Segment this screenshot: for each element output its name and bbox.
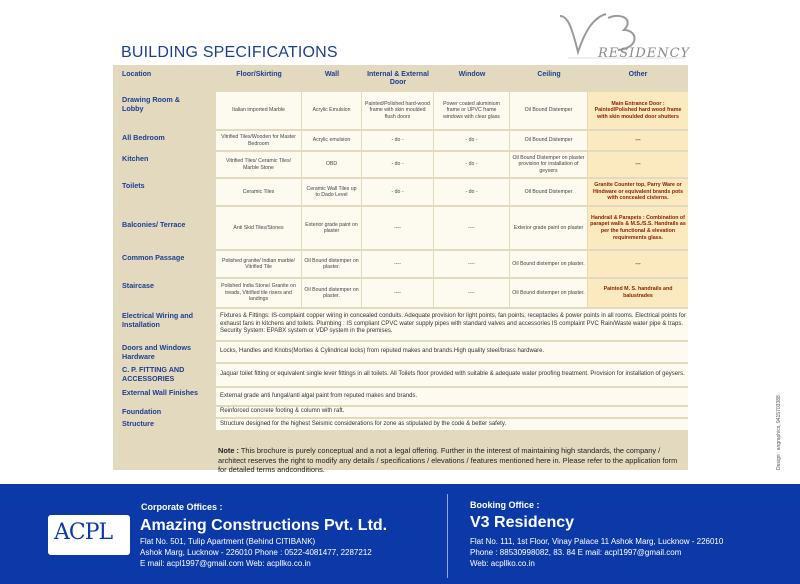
wall-cell: Acrylic emulsion [302, 131, 361, 150]
door-cell: - do - [362, 131, 433, 150]
row-label: All Bedroom [122, 133, 165, 142]
wall-cell: Oil Bound distemper on plaster. [302, 279, 361, 307]
table-row [113, 250, 688, 278]
table-row [113, 418, 688, 431]
other-cell: Granite Counter top, Parry Ware or Hindware or equivalent brands pots with concealed cisterns. [588, 179, 688, 205]
table-row [113, 206, 688, 250]
other-cell: Handrail & Parapets : Combination of parapet walls & M.S./S.S. Handrails as per the functional & elevation requirements glass. [588, 207, 688, 249]
ceiling-cell: Oil Bound Distemper on plaster provision for installation of geysers [510, 152, 587, 177]
other-cell: --- [588, 131, 688, 150]
column-header-location: Location [122, 71, 152, 78]
ceiling-cell: Oil Bound distemper on plaster. [510, 251, 587, 277]
booking-address-line: Flat No. 111, 1st Floor, Vinay Palace 11 Ashok Marg, Lucknow - 226010 [470, 537, 724, 546]
window-cell: Power coated aluminium frame or UPVC frame windows with clear glass [434, 92, 509, 129]
wall-cell: OBD [302, 152, 361, 177]
row-label: Foundation [122, 407, 162, 416]
row-label: Doors and Windows Hardware [122, 343, 192, 362]
disclaimer-note [218, 446, 684, 475]
other-cell: --- [588, 152, 688, 177]
row-label: External Wall Finishes [122, 388, 199, 397]
specification-cell: Structure designed for the highest Seismic considerations for zone as stipulated by the code & better safety. [216, 419, 688, 430]
table-row [113, 406, 688, 418]
row-label: Electrical Wiring and Installation [122, 311, 194, 330]
acpl-logo-text: ACPL [54, 520, 113, 545]
booking-phone-line: Phone : 88530998082, 83. 84 E mail: acpl1997@gmail.com [470, 548, 682, 557]
door-cell: - do - [362, 152, 433, 177]
door-cell: ---- [362, 207, 433, 249]
row-label: C. P. FITTING AND ACCESSORIES [122, 365, 185, 384]
row-label: Staircase [122, 281, 154, 290]
ceiling-cell: Oil Bound Distemper [510, 179, 587, 205]
floor-cell: Italian imported Marble [216, 92, 301, 129]
floor-cell: Polished granite/ Indian marble/ Vitrified Tile [216, 251, 301, 277]
door-cell: ---- [362, 251, 433, 277]
specification-cell: External grade anti fungal/anti algal paint from reputed makes and brands. [216, 388, 688, 405]
note-text: This brochure is purely conceptual and a not a legal offering. Further in the interest of maintaining high standards, the company / architect reserves the right to modify any details / specifications / elevations / features mentioned here in. Please refer to the application form for detailed terms andconditions. [218, 446, 678, 475]
wall-cell: Exterior grade paint on plaster [302, 207, 361, 249]
table-row [113, 308, 688, 341]
ceiling-cell: Oil Bound Distemper [510, 92, 587, 129]
page-title: BUILDING SPECIFICATIONS [121, 44, 338, 61]
booking-web-line: Web: acpllko.co.in [470, 559, 535, 568]
row-label: Balconies/ Terrace [122, 220, 186, 229]
door-cell: Painted/Polished hard-wood frame with skin moulded flush doors [362, 92, 433, 129]
corporate-email-line: E mail: acpl1997@gmail.com Web: acpllko.co.in [140, 559, 311, 568]
footer [0, 484, 800, 584]
column-header-ceiling: Ceiling [537, 71, 561, 78]
corporate-office-title: Corporate Offices : [141, 502, 223, 512]
specification-cell: Jaquar toilet fitting or equivalent single lever fittings in all toilets. All Toilets floor provided with suitable & adequate water proofing treatment. Provision for installation of geysers. [216, 364, 688, 386]
row-label: Toilets [122, 181, 145, 190]
design-credit: Design : angraphics, 9415703388 [776, 395, 782, 470]
row-label: Structure [122, 419, 154, 428]
table-header [113, 65, 688, 91]
row-label: Kitchen [122, 154, 149, 163]
column-header-other: Other [628, 71, 648, 78]
window-cell: - do - [434, 131, 509, 150]
wall-cell: Acrylic Emulsion [302, 92, 361, 129]
window-cell: - do - [434, 179, 509, 205]
specification-cell: Fixtures & Fittings: IS-complaint copper wiring in concealed conduits. Adequate provision for light points, fan points, receptacles & power points in all rooms. Electrical points for exhaust fans in kitchens and toilets. Plumbing : IS compliant CPVC water supply pipes with standard valves and accessories IS complaint PVC Rain/Waste water pipe & traps. Security System: EPABX system or VDP system in the premises. [216, 309, 688, 340]
corporate-phone-line: Ashok Marg, Lucknow - 226010 Phone : 0522-4081477, 2287212 [140, 548, 372, 557]
floor-cell: Vitrified Tiles/ Ceramic Tiles/ Marble Stone [216, 152, 301, 177]
footer-divider [447, 494, 448, 578]
column-header-wall: Wall [324, 71, 340, 78]
row-label: Drawing Room & Lobby [122, 95, 180, 114]
specification-cell: Locks, Handles and Knobs(Morties & Cylindrical locks) from reputed makes and brands.High quality steel/brass hardware. [216, 342, 688, 362]
table-row [113, 178, 688, 206]
ceiling-cell: Oil Bound Distemper [510, 131, 587, 150]
table-row [113, 151, 688, 178]
window-cell: ---- [434, 207, 509, 249]
floor-cell: Ceramic Tiles [216, 179, 301, 205]
column-header-door: Internal & External Door [367, 71, 429, 87]
other-cell: Painted M. S. handrails and balustrades [588, 279, 688, 307]
door-cell: - do - [362, 179, 433, 205]
booking-office-name: V3 Residency [470, 514, 575, 531]
note-label: Note : [218, 446, 239, 455]
window-cell: ---- [434, 251, 509, 277]
specification-cell: Reinforced concrete footing & column with raft. [216, 407, 688, 417]
floor-cell: Vitrified Tiles/Wooden for Master Bedroom [216, 131, 301, 150]
floor-cell: Polished India Stone/ Granite on treads, Vitrified tile risers and landings [216, 279, 301, 307]
table-row [113, 278, 688, 308]
table-row [113, 91, 688, 130]
wall-cell: Ceramic Wall Tiles up to Dado Level [302, 179, 361, 205]
row-label: Common Passage [122, 253, 185, 262]
ceiling-cell: Exterior grade paint on plaster [510, 207, 587, 249]
table-row [113, 363, 688, 387]
wall-cell: Oil Bound distemper on plaster. [302, 251, 361, 277]
booking-office-title: Booking Office : [470, 500, 540, 510]
acpl-logo [48, 515, 130, 555]
floor-cell: Anti Skid Tiles/Stones [216, 207, 301, 249]
table-row [113, 341, 688, 363]
other-cell: Main Entrance Door : Painted/Polished hard wood frame with skin moulded door shutters [588, 92, 688, 129]
column-header-window: Window [458, 71, 486, 78]
other-cell: --- [588, 251, 688, 277]
table-row [113, 387, 688, 406]
column-header-floor: Floor/Skirting [236, 71, 282, 78]
logo-wordmark: RESIDENCY [598, 46, 691, 61]
window-cell: ---- [434, 279, 509, 307]
corporate-address-line: Flat No. 501, Tulip Apartment (Behind CITIBANK) [140, 537, 316, 546]
window-cell: - do - [434, 152, 509, 177]
door-cell: ---- [362, 279, 433, 307]
ceiling-cell: Oil Bound distemper on plaster. [510, 279, 587, 307]
table-row [113, 130, 688, 151]
company-name: Amazing Constructions Pvt. Ltd. [140, 517, 388, 534]
